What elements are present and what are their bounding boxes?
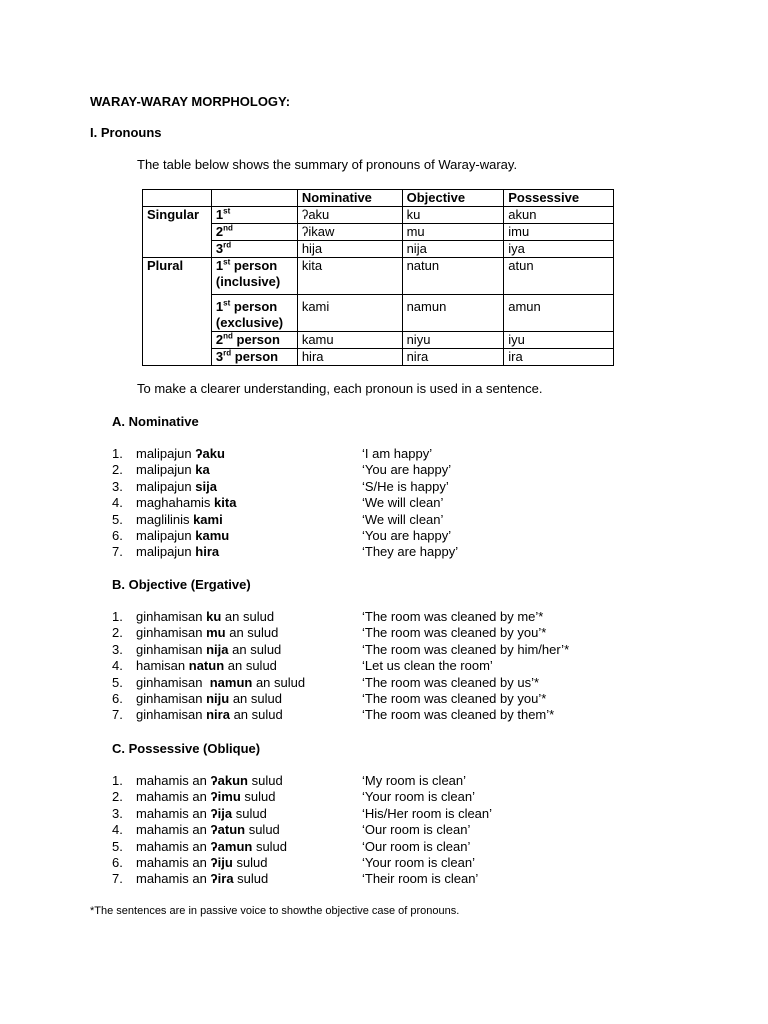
item-number: 1. [112, 446, 123, 461]
objective-cell: nija [402, 241, 504, 258]
waray-sentence: mahamis an ʔira sulud [136, 871, 269, 887]
list-item [112, 642, 632, 658]
waray-sentence: mahamis an ʔija sulud [136, 805, 267, 821]
table-row [143, 207, 614, 224]
possessive-cell: ira [504, 349, 614, 366]
item-number: 5. [112, 511, 123, 527]
waray-sentence: ginhamisan ku an sulud [136, 609, 275, 624]
pronoun-highlight: kamu [195, 527, 230, 543]
objective-cell: nira [402, 349, 504, 366]
heading-objective: B. Objective (Ergative) [112, 577, 251, 592]
objective-cell: niyu [402, 332, 504, 349]
waray-sentence: mahamis an ʔakun sulud [136, 773, 283, 788]
list-item [112, 446, 632, 462]
table-row [143, 295, 614, 332]
item-number: 7. [112, 871, 123, 887]
waray-sentence: malipajun hira [136, 544, 220, 560]
list-item [112, 855, 632, 871]
waray-sentence: ginhamisan nira an sulud [136, 707, 283, 723]
waray-sentence: malipajun kamu [136, 527, 230, 543]
document-title: WARAY-WARAY MORPHOLOGY: [90, 94, 291, 109]
list-item [112, 789, 632, 805]
possessive-cell: amun [504, 295, 614, 332]
pronoun-highlight: ka [195, 462, 210, 478]
pronoun-highlight: hira [195, 544, 220, 560]
pronoun-highlight: ʔatun [210, 822, 246, 838]
pronoun-highlight: kami [193, 511, 223, 527]
waray-sentence: malipajun ka [136, 462, 210, 478]
english-gloss: ‘They are happy’ [362, 544, 459, 560]
list-item [112, 839, 632, 855]
list-item [112, 707, 632, 723]
plural-label: Plural [143, 258, 212, 295]
person-cell: 3rd [211, 241, 297, 258]
waray-sentence: mahamis an ʔatun sulud [136, 822, 280, 838]
nominative-cell: kami [297, 295, 402, 332]
objective-cell: mu [402, 224, 504, 241]
possessive-cell: imu [504, 224, 614, 241]
table-row [143, 241, 614, 258]
list-item [112, 609, 632, 625]
intro-paragraph: The table below shows the summary of pronouns of Waray-waray. [137, 157, 518, 172]
list-item [112, 462, 632, 478]
english-gloss: ‘The room was cleaned by you’* [362, 625, 547, 641]
item-number: 6. [112, 527, 123, 543]
nominative-cell: hija [297, 241, 402, 258]
item-number: 2. [112, 789, 123, 805]
waray-sentence: ginhamisan niju an sulud [136, 690, 282, 706]
waray-sentence: ginhamisan mu an sulud [136, 625, 279, 641]
pronoun-highlight: ʔaku [195, 446, 225, 461]
english-gloss: ‘We will clean’ [362, 495, 444, 511]
header-possessive: Possessive [504, 190, 614, 207]
pronoun-highlight: sija [195, 478, 217, 494]
pronoun-highlight: ʔamun [210, 838, 253, 854]
objective-cell: ku [402, 207, 504, 224]
heading-possessive: C. Possessive (Oblique) [112, 741, 261, 756]
pronoun-highlight: ʔija [210, 805, 233, 821]
pronoun-highlight: ʔiju [210, 854, 233, 870]
table-row [143, 258, 614, 295]
item-number: 6. [112, 690, 123, 706]
table-header-row [143, 190, 614, 207]
english-gloss: ‘Our room is clean’ [362, 838, 471, 854]
possessive-cell: atun [504, 258, 614, 295]
list-item [112, 871, 632, 887]
english-gloss: ‘We will clean’ [362, 511, 444, 527]
item-number: 3. [112, 805, 123, 821]
list-item [112, 512, 632, 528]
waray-sentence: ginhamisan nija an sulud [136, 641, 282, 657]
section-heading: I. Pronouns [90, 125, 162, 140]
english-gloss: ‘I am happy’ [362, 446, 433, 461]
item-number: 2. [112, 625, 123, 641]
item-number: 7. [112, 707, 123, 723]
nominative-cell: hira [297, 349, 402, 366]
possessive-cell: iya [504, 241, 614, 258]
example-list-nominative [112, 446, 632, 561]
person-cell: 1st person (exclusive) [211, 295, 297, 332]
pronoun-highlight: nira [206, 707, 230, 723]
item-number: 5. [112, 674, 123, 690]
nominative-cell: kamu [297, 332, 402, 349]
item-number: 4. [112, 495, 123, 511]
english-gloss: ‘You are happy’ [362, 462, 452, 478]
item-number: 4. [112, 658, 123, 674]
english-gloss: ‘Let us clean the room’ [362, 658, 493, 674]
objective-cell: namun [402, 295, 504, 332]
english-gloss: ‘My room is clean’ [362, 773, 467, 788]
pronoun-highlight: niju [206, 690, 230, 706]
list-item [112, 822, 632, 838]
english-gloss: ‘Their room is clean’ [362, 871, 479, 887]
item-number: 3. [112, 641, 123, 657]
pronoun-highlight: namun [209, 674, 253, 690]
item-number: 6. [112, 854, 123, 870]
nominative-cell: ʔikaw [297, 224, 402, 241]
item-number: 4. [112, 822, 123, 838]
pronoun-highlight: mu [206, 625, 226, 641]
pronoun-highlight: ʔakun [210, 773, 248, 788]
english-gloss: ‘Your room is clean’ [362, 854, 475, 870]
table-row [143, 349, 614, 366]
item-number: 1. [112, 609, 123, 624]
list-item [112, 544, 632, 560]
english-gloss: ‘The room was cleaned by them’* [362, 707, 555, 723]
person-cell: 2nd person [211, 332, 297, 349]
pronoun-highlight: nija [206, 641, 229, 657]
item-number: 5. [112, 838, 123, 854]
pronoun-highlight: natun [188, 658, 225, 674]
english-gloss: ‘The room was cleaned by you’* [362, 690, 547, 706]
waray-sentence: mahamis an ʔimu sulud [136, 789, 276, 805]
person-cell: 3rd person [211, 349, 297, 366]
pronoun-highlight: ʔira [210, 871, 234, 887]
item-number: 1. [112, 773, 123, 788]
person-cell: 1st person (inclusive) [211, 258, 297, 295]
possessive-cell: iyu [504, 332, 614, 349]
objective-cell: natun [402, 258, 504, 295]
person-cell: 1st [211, 207, 297, 224]
list-item [112, 806, 632, 822]
nominative-cell: kita [297, 258, 402, 295]
list-item [112, 495, 632, 511]
list-item [112, 625, 632, 641]
english-gloss: ‘The room was cleaned by him/her’* [362, 641, 570, 657]
footnote: *The sentences are in passive voice to showthe objective case of pronouns. [90, 905, 460, 917]
list-item [112, 479, 632, 495]
person-cell: 2nd [211, 224, 297, 241]
pronoun-highlight: kita [214, 495, 237, 511]
english-gloss: ‘Our room is clean’ [362, 822, 471, 838]
table-row [143, 332, 614, 349]
pronoun-table [142, 189, 614, 366]
waray-sentence: maglilinis kami [136, 511, 223, 527]
list-item [112, 675, 632, 691]
list-item [112, 773, 632, 789]
english-gloss: ‘Your room is clean’ [362, 789, 475, 805]
heading-nominative: A. Nominative [112, 414, 199, 429]
waray-sentence: maghahamis kita [136, 495, 237, 511]
table-row [143, 224, 614, 241]
header-objective: Objective [402, 190, 504, 207]
possessive-cell: akun [504, 207, 614, 224]
english-gloss: ‘You are happy’ [362, 527, 452, 543]
waray-sentence: malipajun sija [136, 478, 217, 494]
item-number: 2. [112, 462, 123, 478]
item-number: 3. [112, 478, 123, 494]
example-list-objective [112, 609, 632, 724]
english-gloss: ‘The room was cleaned by us’* [362, 674, 540, 690]
waray-sentence: mahamis an ʔiju sulud [136, 854, 268, 870]
english-gloss: ‘The room was cleaned by me’* [362, 609, 544, 624]
english-gloss: ‘S/He is happy’ [362, 478, 449, 494]
nominative-cell: ʔaku [297, 207, 402, 224]
item-number: 7. [112, 544, 123, 560]
waray-sentence: malipajun ʔaku [136, 446, 225, 461]
transition-paragraph: To make a clearer understanding, each pronoun is used in a sentence. [137, 381, 543, 396]
list-item [112, 658, 632, 674]
pronoun-highlight: ʔimu [210, 789, 241, 805]
list-item [112, 528, 632, 544]
waray-sentence: ginhamisan namun an sulud [136, 674, 306, 690]
waray-sentence: mahamis an ʔamun sulud [136, 838, 288, 854]
pronoun-highlight: ku [206, 609, 222, 624]
header-nominative: Nominative [297, 190, 402, 207]
english-gloss: ‘His/Her room is clean’ [362, 805, 493, 821]
list-item [112, 691, 632, 707]
waray-sentence: hamisan natun an sulud [136, 658, 277, 674]
example-list-possessive [112, 773, 632, 888]
singular-label: Singular [143, 207, 212, 224]
